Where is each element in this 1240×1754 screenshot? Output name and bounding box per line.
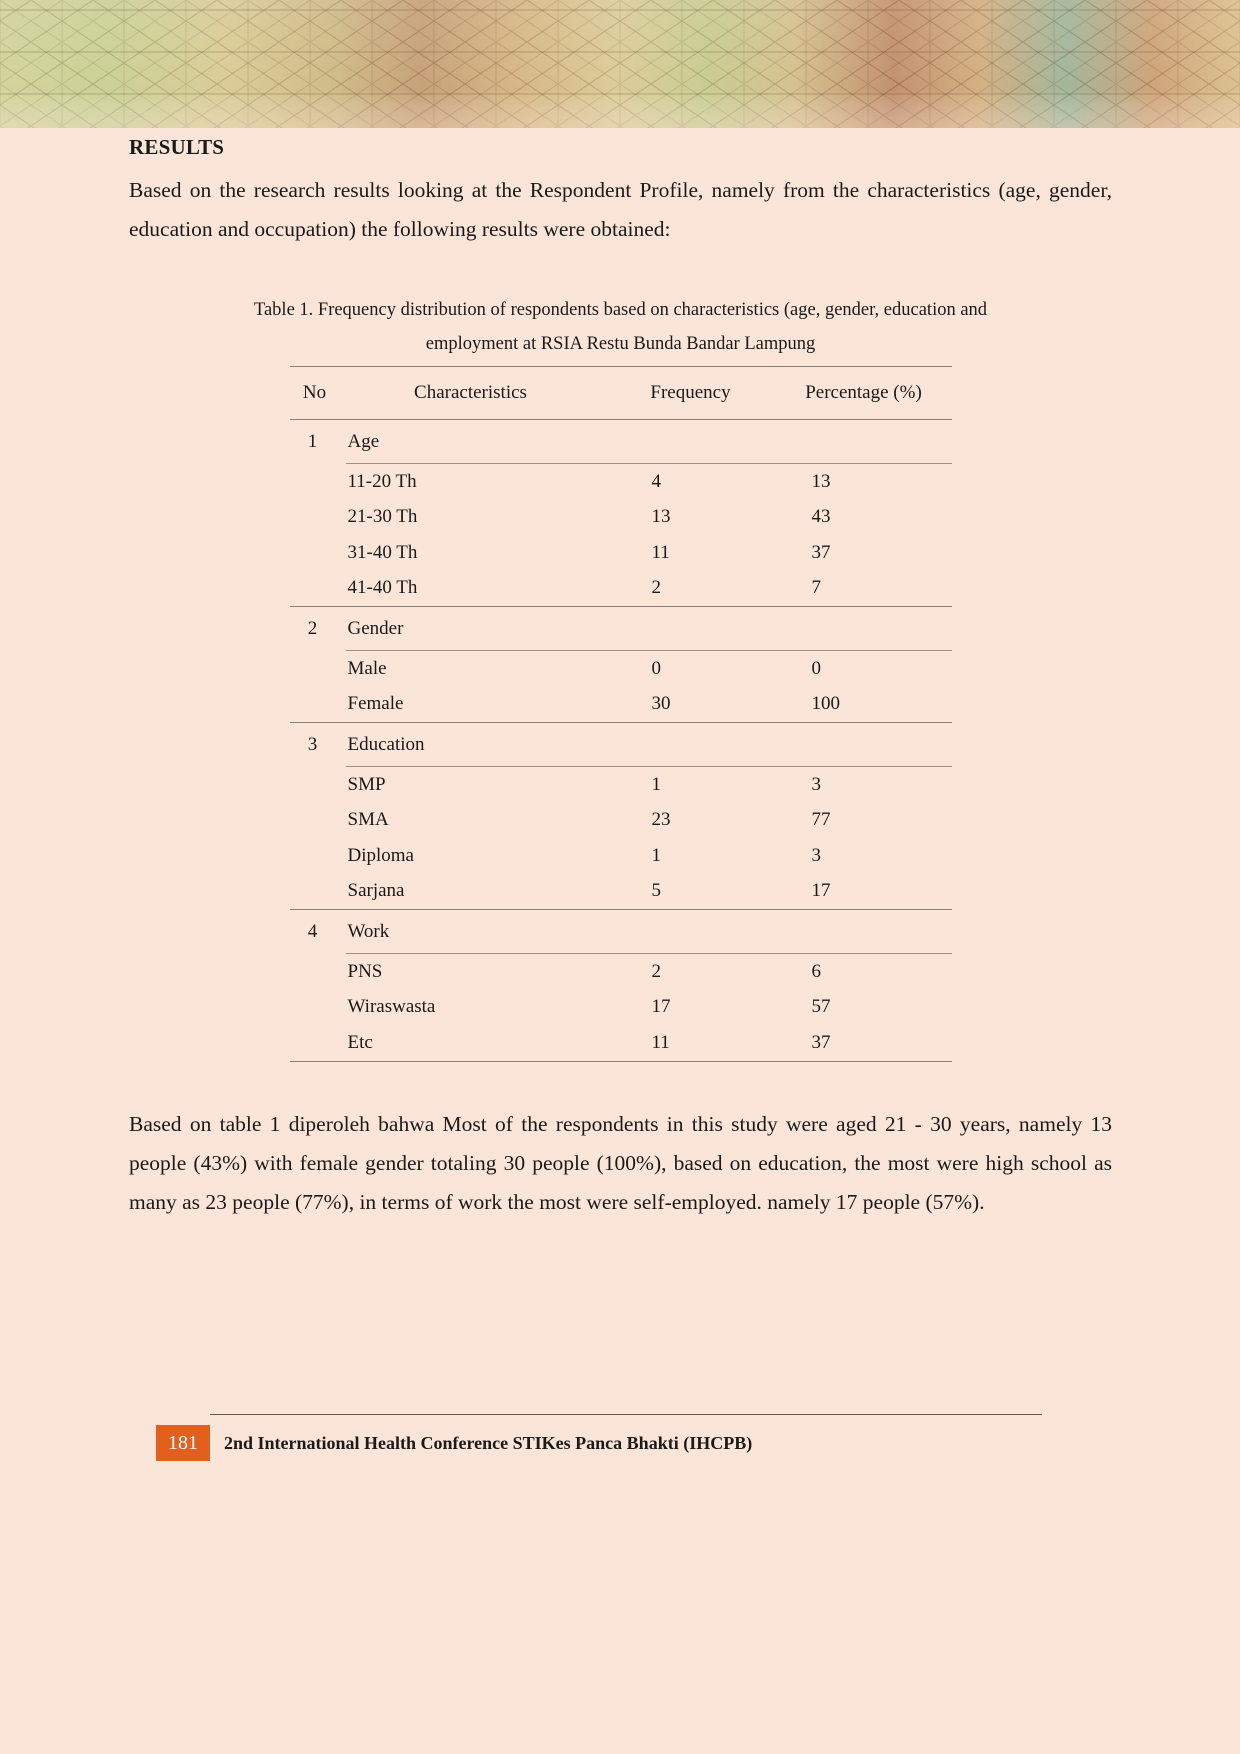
row-label: 11-20 Th: [346, 464, 606, 500]
table-caption-line-2: employment at RSIA Restu Bunda Bandar Lampung: [425, 334, 816, 354]
table-row: [290, 990, 952, 1026]
table-row: [290, 767, 952, 803]
row-percentage: 43: [811, 506, 831, 528]
row-frequency: 4: [606, 464, 776, 500]
row-label: 41-40 Th: [347, 577, 418, 599]
row-label: Sarjana: [347, 880, 405, 902]
row-no-empty: [290, 874, 346, 910]
row-frequency: 11: [651, 1031, 670, 1053]
group-number: 3: [290, 723, 346, 767]
row-frequency: 13: [651, 506, 671, 528]
row-percentage: 3: [776, 767, 952, 803]
row-no-empty: [290, 990, 346, 1026]
row-label: 21-30 Th: [347, 506, 418, 528]
row-label: Wiraswasta: [347, 996, 436, 1018]
row-no-empty: [290, 651, 346, 687]
table-group-row: [290, 910, 952, 954]
row-frequency: 23: [651, 809, 671, 831]
group-frequency-empty: [606, 607, 776, 651]
page-content: [0, 128, 1240, 1222]
table-row: [290, 874, 952, 910]
table-body: [290, 420, 952, 1062]
row-percentage: 57: [811, 996, 831, 1018]
group-label: Work: [346, 910, 606, 954]
page-title: RESULTS: [129, 135, 225, 159]
footer-conference-text: 2nd International Health Conference STIKes Panca Bhakti (IHCPB): [224, 1432, 753, 1453]
table-caption-line-1: Table 1. Frequency distribution of respondents based on characteristics (age, gender, education and: [253, 300, 988, 320]
table-row: [290, 954, 952, 990]
group-percentage-empty: [776, 420, 952, 464]
table-row: [290, 1025, 952, 1061]
table-group-row: [290, 420, 952, 464]
group-label: Education: [346, 723, 606, 767]
row-no-empty: [290, 838, 346, 874]
table-row: [290, 803, 952, 839]
column-header-frequency: Frequency: [650, 382, 731, 403]
group-percentage-empty: [776, 910, 952, 954]
table-row: [290, 500, 952, 536]
group-frequency-empty: [606, 420, 776, 464]
group-label: Gender: [346, 607, 606, 651]
row-no-empty: [290, 1025, 346, 1061]
row-frequency: 17: [651, 996, 671, 1018]
frequency-distribution-table: [290, 366, 952, 1062]
table-row: [290, 571, 952, 607]
row-frequency: 30: [651, 693, 671, 715]
row-percentage: 37: [811, 541, 831, 563]
row-label: Male: [346, 651, 606, 687]
row-frequency: 1: [651, 844, 661, 866]
row-frequency: 5: [651, 880, 661, 902]
row-no-empty: [290, 687, 346, 723]
row-percentage: 3: [811, 844, 821, 866]
footer-divider: [210, 1414, 1042, 1415]
page-number-badge: 181: [156, 1425, 210, 1461]
row-label: SMP: [346, 767, 606, 803]
intro-paragraph: Based on the research results looking at the Respondent Profile, namely from the characteristics (age, gender, education and occupation) the following results were obtained:: [129, 178, 1112, 241]
row-percentage: 100: [811, 693, 840, 715]
row-frequency: 1: [606, 767, 776, 803]
group-frequency-empty: [606, 723, 776, 767]
row-label: PNS: [346, 954, 606, 990]
row-frequency: 2: [606, 954, 776, 990]
column-header-characteristics: Characteristics: [414, 382, 527, 403]
row-no-empty: [290, 500, 346, 536]
decorative-header-band: [0, 0, 1240, 128]
column-header-percentage: Percentage (%): [805, 382, 922, 403]
row-percentage: 37: [811, 1031, 831, 1053]
row-no-empty: [290, 954, 346, 990]
group-frequency-empty: [606, 910, 776, 954]
row-percentage: 77: [811, 809, 831, 831]
group-number: 2: [290, 607, 346, 651]
column-header-no: No: [302, 382, 327, 403]
closing-paragraph: Based on table 1 diperoleh bahwa Most of the respondents in this study were aged 21 - 30 years, namely 13 people (43%) with female gender totaling 30 people (100%), based on education, the most were high school as many as 23 people (77%), in terms of work the most were self-employed. namely 17 people (57%).: [129, 1111, 1112, 1214]
row-no-empty: [290, 803, 346, 839]
table-header-row: [290, 367, 952, 420]
table-row: [290, 535, 952, 571]
table-row: [290, 687, 952, 723]
row-frequency: 11: [651, 541, 670, 563]
group-number: 4: [290, 910, 346, 954]
row-no-empty: [290, 767, 346, 803]
row-percentage: 13: [776, 464, 952, 500]
row-percentage: 7: [811, 577, 821, 599]
table-caption: [186, 293, 1056, 361]
group-percentage-empty: [776, 723, 952, 767]
table-row: [290, 838, 952, 874]
row-percentage: 6: [776, 954, 952, 990]
row-label: Female: [347, 693, 404, 715]
row-percentage: 17: [811, 880, 831, 902]
group-label: Age: [346, 420, 606, 464]
row-label: 31-40 Th: [347, 541, 418, 563]
table-block: [129, 293, 1112, 1062]
group-percentage-empty: [776, 607, 952, 651]
row-no-empty: [290, 571, 346, 607]
row-no-empty: [290, 464, 346, 500]
table-row: [290, 464, 952, 500]
row-label: Etc: [347, 1031, 373, 1053]
row-no-empty: [290, 535, 346, 571]
row-frequency: 0: [606, 651, 776, 687]
row-percentage: 0: [776, 651, 952, 687]
table-row: [290, 651, 952, 687]
table-bottom-rule: [290, 1061, 952, 1062]
row-label: SMA: [347, 809, 389, 831]
table-group-row: [290, 607, 952, 651]
page-footer: [156, 1414, 1084, 1461]
row-frequency: 2: [651, 577, 661, 599]
row-label: Diploma: [347, 844, 414, 866]
table-group-row: [290, 723, 952, 767]
group-number: 1: [290, 420, 346, 464]
